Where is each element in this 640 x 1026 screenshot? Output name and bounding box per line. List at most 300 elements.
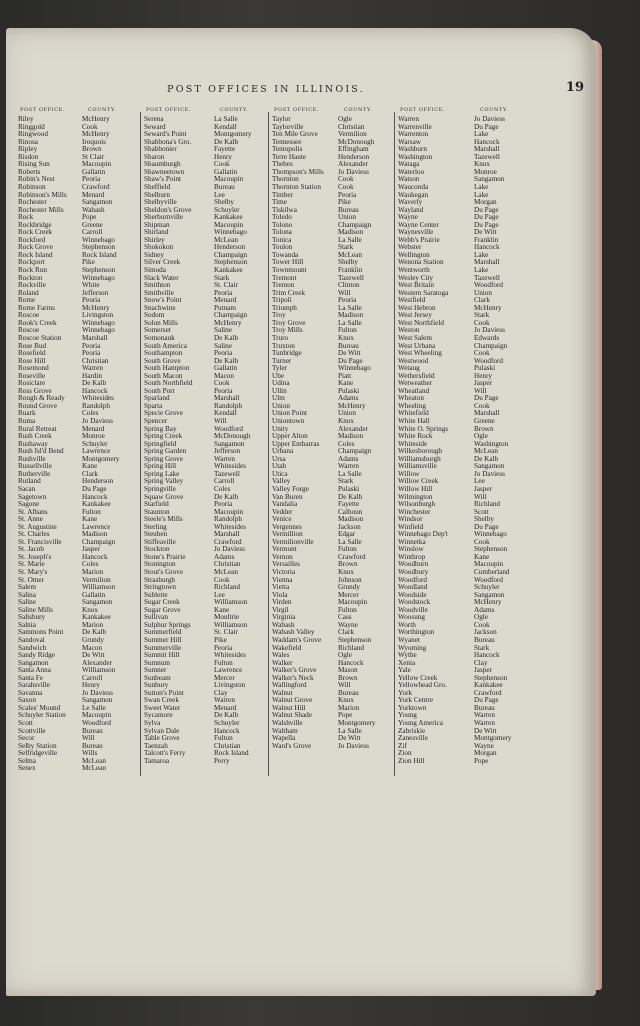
county-name: Woodford: [82, 719, 111, 727]
county-name: Christian: [338, 122, 365, 131]
county-name: Gallatin: [214, 364, 238, 373]
post-office-name: Round Grove: [18, 401, 57, 410]
county-name: Fulton: [82, 507, 101, 516]
county-name: Cook: [338, 175, 354, 184]
county-name: Wills: [82, 749, 98, 758]
county-name: Peoria: [214, 500, 233, 509]
post-office-name: Willow: [398, 469, 420, 478]
post-office-name: Rosiclare: [18, 379, 46, 388]
county-name: Henderson: [338, 152, 370, 161]
post-office-row: [272, 192, 394, 200]
county-name: Le Salle: [82, 703, 106, 712]
county-name: Pulaski: [474, 364, 496, 373]
post-office-name: Trim Creek: [272, 288, 306, 297]
county-name: Lake: [474, 250, 489, 259]
column-divider: [140, 112, 141, 776]
post-office-name: Roscoe Station: [18, 333, 62, 342]
post-office-name: West Urbana: [398, 341, 436, 350]
post-office-name: Thebes: [272, 160, 293, 169]
county-name: Carroll: [82, 228, 103, 237]
county-name: Cook: [214, 575, 230, 584]
county-name: Will: [338, 288, 351, 297]
county-name: Putnam: [214, 303, 236, 312]
county-name: Franklin: [338, 266, 363, 274]
post-office-name: West Salem: [398, 333, 432, 342]
post-office-name: Shipman: [144, 220, 170, 229]
post-office-name: Rushville: [18, 454, 46, 463]
county-name: Hancock: [214, 726, 240, 735]
post-office-name: Rush Isl'd Bend: [18, 447, 64, 456]
county-name: Warren: [82, 364, 103, 373]
post-office-name: Walnut Hill: [272, 703, 306, 712]
post-office-row: [18, 614, 140, 622]
post-office-name: Table Grove: [144, 734, 180, 743]
post-office-name: Wyanet: [398, 635, 420, 644]
county-name: Schuyler: [82, 439, 108, 448]
county-name: Montgomery: [474, 734, 512, 743]
post-office-name: Somonauk: [144, 333, 175, 342]
county-name: Clinton: [338, 281, 360, 290]
county-name: Brown: [338, 560, 358, 569]
post-office-name: Wayne: [398, 213, 418, 222]
county-name: Hancock: [474, 651, 500, 660]
county-name: Shelby: [338, 258, 358, 267]
post-office-name: Worth: [398, 620, 416, 629]
post-office-name: Rush Creek: [18, 432, 52, 441]
post-office-row: [272, 380, 394, 388]
county-name: Jefferson: [82, 288, 109, 297]
post-office-name: Tennessee: [272, 137, 302, 146]
post-office-name: Rook's Creek: [18, 318, 57, 327]
post-office-name: Vandalia: [272, 500, 298, 509]
county-name: Crawford: [338, 552, 366, 561]
office-column-header: POST OFFICE.: [274, 107, 320, 113]
post-office-name: Spring Hill: [144, 462, 177, 471]
post-office-row: [18, 765, 140, 773]
county-name: Edgar: [338, 530, 356, 539]
county-name: Wayne: [474, 741, 494, 750]
county-name: Marshall: [82, 333, 108, 342]
post-office-name: South Grove: [144, 356, 181, 365]
county-name: Pike: [82, 258, 95, 267]
county-name: La Salle: [338, 537, 362, 546]
county-name: Cook: [474, 401, 490, 410]
county-name: Richland: [214, 583, 240, 592]
county-name: Jasper: [474, 379, 492, 388]
post-office-name: Saline Mills: [18, 605, 53, 614]
county-name: Macoupin: [214, 175, 244, 184]
county-name: Peoria: [338, 296, 357, 305]
county-name: Monroe: [474, 167, 497, 176]
post-office-name: St. Mary's: [18, 568, 48, 576]
post-office-name: St. Albans: [18, 507, 48, 516]
post-office-name: Zion: [398, 749, 412, 758]
post-office-name: Wapella: [272, 734, 296, 743]
county-name: Macon: [214, 371, 234, 380]
county-name: Washington: [474, 439, 509, 448]
post-office-name: Taylorville: [272, 122, 304, 131]
post-office-name: Webster: [398, 243, 422, 252]
post-office-name: Walker's Neck: [272, 673, 314, 682]
post-office-name: Upper Embarras: [272, 439, 320, 448]
post-office-name: Roland: [18, 288, 39, 297]
county-name: Knox: [338, 417, 354, 425]
post-office-name: Rough & Ready: [18, 394, 65, 403]
post-office-name: Ulm: [272, 394, 285, 403]
county-name: Vermilion: [338, 130, 367, 139]
county-name: Alexander: [338, 424, 368, 433]
post-office-name: Walnut Grove: [272, 696, 313, 705]
post-office-name: Winchester: [398, 507, 431, 516]
post-office-name: Wenona Station: [398, 258, 444, 267]
post-office-name: St. Marie: [18, 560, 45, 569]
post-office-name: Woodside: [398, 590, 427, 599]
post-office-name: Staunton: [144, 507, 170, 516]
county-name: Kane: [338, 379, 354, 388]
county-name: Woodford: [474, 356, 503, 365]
post-office-name: Tamaroa: [144, 756, 170, 765]
county-name: Coles: [338, 439, 355, 448]
county-name: Kendall: [214, 122, 237, 131]
post-office-name: Shelburn: [144, 190, 170, 199]
county-name: Warren: [474, 711, 495, 720]
post-office-name: Starfield: [144, 500, 169, 509]
post-office-name: Salnia: [18, 620, 36, 629]
post-office-name: Yellowhead Gro.: [398, 681, 447, 690]
county-name: Jo Daviess: [474, 115, 505, 123]
page-header: [6, 80, 596, 100]
post-office-name: Walnut Shade: [272, 711, 312, 720]
post-office-name: Worthington: [398, 628, 435, 637]
county-name: Pulaski: [338, 484, 360, 493]
county-name: Winnebago: [82, 235, 115, 244]
post-office-name: Selfridgeville: [18, 749, 58, 758]
county-name: Fulton: [338, 605, 357, 614]
post-office-name: Weston: [398, 326, 420, 335]
post-office-name: Squaw Grove: [144, 492, 184, 501]
county-name: McDonough: [338, 137, 375, 146]
post-office-name: Troy: [272, 311, 286, 320]
county-name: Marshall: [474, 258, 500, 267]
county-name: McDonough: [214, 432, 251, 441]
county-name: Cook: [474, 537, 490, 546]
post-office-name: Vermont: [272, 545, 297, 554]
post-office-name: Sheldon's Grove: [144, 205, 192, 214]
county-name: Henry: [82, 681, 100, 690]
post-office-name: Sidney: [144, 250, 164, 259]
post-office-name: Vermilionville: [272, 537, 314, 546]
page-number: 19: [565, 80, 584, 95]
post-office-name: Wataga: [398, 160, 420, 169]
post-office-name: Wayne Center: [398, 220, 439, 229]
county-name: Lawrence: [82, 447, 111, 456]
post-office-name: Risdon: [18, 152, 39, 161]
post-office-name: Wetaug: [398, 364, 420, 373]
county-name: Kankakee: [82, 613, 111, 622]
county-name: Morgan: [474, 749, 497, 758]
post-office-name: Warren: [398, 115, 419, 123]
post-office-name: Union: [272, 401, 290, 410]
county-name: Adams: [338, 394, 359, 403]
column-3: [272, 107, 394, 790]
county-name: McHenry: [474, 598, 502, 607]
post-office-name: Steuben: [144, 530, 168, 539]
county-name: Lawrence: [82, 522, 111, 531]
post-office-name: Wheatland: [398, 386, 430, 395]
post-office-row: [272, 327, 394, 335]
post-office-name: Stringtown: [144, 583, 176, 592]
county-name: Stephenson: [82, 266, 116, 274]
county-name: Cumberland: [474, 568, 510, 576]
county-name: Lee: [214, 590, 225, 599]
county-name: Ogle: [338, 115, 352, 123]
post-office-name: Union Point: [272, 409, 307, 418]
post-office-name: Wheeling: [398, 401, 426, 410]
county-name: Du Page: [474, 213, 499, 222]
county-name: Marion: [338, 703, 360, 712]
post-office-name: Stiffeaville: [144, 537, 176, 546]
county-name: Richland: [474, 500, 500, 509]
post-office-name: Thornton: [272, 175, 299, 184]
post-office-name: West Hebron: [398, 303, 436, 312]
county-name: Hancock: [82, 492, 108, 501]
county-name: Brown: [82, 145, 102, 154]
post-office-name: Roscoe: [18, 311, 40, 320]
county-name: Sangamon: [474, 175, 505, 184]
column-2: [144, 107, 266, 790]
county-name: Peoria: [82, 341, 101, 350]
county-name: Randolph: [214, 401, 242, 410]
post-office-name: Woodburn: [398, 560, 429, 569]
post-office-name: Saline: [18, 598, 36, 607]
county-name: Carroll: [214, 477, 235, 486]
column-divider: [394, 112, 395, 776]
post-office-name: Timber: [272, 190, 293, 199]
post-office-name: Zif: [398, 741, 407, 750]
county-name: Kane: [474, 552, 490, 561]
post-office-name: Ruma: [18, 417, 36, 425]
column-4: [398, 107, 576, 790]
county-name: Mason: [338, 666, 358, 675]
post-office-name: Waukegan: [398, 190, 429, 199]
post-office-name: Winfield: [398, 522, 424, 531]
post-office-name: Xenia: [398, 658, 416, 667]
post-office-name: Troy Grove: [272, 318, 306, 327]
post-office-name: Roberts: [18, 167, 41, 176]
county-name: Lake: [474, 190, 489, 199]
post-office-name: West Northfield: [398, 318, 444, 327]
county-name: De Witt: [474, 726, 497, 735]
post-office-name: Troy Mills: [272, 326, 303, 335]
post-office-row: [272, 448, 394, 456]
post-office-name: Tyler: [272, 364, 288, 373]
column-1: [18, 107, 140, 790]
county-name: Winnebago: [82, 318, 115, 327]
post-office-name: Thornton Station: [272, 182, 321, 191]
post-office-name: Tolona: [272, 228, 292, 237]
post-office-name: Young: [398, 711, 417, 720]
county-name: Jackson: [474, 628, 497, 637]
post-office-name: Thompson's Mills: [272, 167, 324, 176]
county-name: Marshall: [214, 394, 240, 403]
post-office-name: Williamsburgh: [398, 454, 441, 463]
post-office-name: Shokokon: [144, 243, 174, 252]
county-name: Menard: [214, 296, 237, 305]
post-office-name: Santa Fe: [18, 673, 43, 682]
county-name: Winnebago: [214, 228, 247, 237]
post-office-name: Truro: [272, 333, 289, 342]
county-name: Whitesides: [82, 394, 114, 403]
post-office-name: Zabriskie: [398, 726, 426, 735]
county-name: La Salle: [338, 318, 362, 327]
county-name: Bureau: [214, 182, 235, 191]
county-name: Bureau: [82, 726, 103, 735]
county-name: Stark: [338, 477, 354, 486]
county-name: Hancock: [82, 386, 108, 395]
post-office-name: Roscoe: [18, 326, 40, 335]
post-office-name: Waddam's Grove: [272, 635, 322, 644]
county-name: La Salle: [214, 115, 238, 123]
post-office-name: Stone's Prairie: [144, 552, 186, 561]
county-name: Champaign: [338, 447, 372, 456]
post-office-row: [272, 456, 394, 464]
county-name: Madison: [338, 228, 364, 237]
post-office-name: Sacan: [18, 484, 36, 493]
county-name: Warren: [214, 696, 235, 705]
county-name: Jo Daviess: [474, 469, 505, 478]
post-office-name: Warrenville: [398, 122, 432, 131]
post-office-name: Rock Island: [18, 250, 53, 259]
post-office-name: Valley: [272, 477, 291, 486]
county-name: Warren: [474, 719, 495, 727]
county-column-header: COUNTY.: [344, 107, 373, 113]
county-name: Macoupin: [82, 711, 112, 720]
post-office-name: Sterling: [144, 522, 167, 531]
post-office-name: Spring Valley: [144, 477, 184, 486]
post-office-row: [272, 645, 394, 653]
post-office-name: Rome Farms: [18, 303, 55, 312]
county-name: Champaign: [338, 220, 372, 229]
county-name: Williamson: [214, 620, 248, 629]
post-office-name: South Port: [144, 386, 175, 395]
post-office-name: Sumnum: [144, 658, 170, 667]
post-office-name: York Centre: [398, 696, 434, 705]
county-name: Du Page: [474, 205, 499, 214]
post-office-name: Springville: [144, 484, 176, 493]
post-office-name: Toledo: [272, 213, 292, 222]
post-office-name: Whiteside: [398, 439, 428, 448]
post-office-name: Swan Creek: [144, 696, 179, 705]
county-name: Tazewell: [474, 152, 500, 161]
post-office-name: Upper Alton: [272, 432, 308, 441]
county-name: Jasper: [474, 484, 492, 493]
post-office-row: [18, 690, 140, 698]
county-name: Coles: [82, 409, 99, 418]
post-office-name: Shirley: [144, 235, 165, 244]
post-office-name: Wesley City: [398, 273, 434, 282]
county-name: Iroquois: [82, 137, 106, 146]
county-name: Livingston: [214, 681, 246, 690]
county-name: Cook: [474, 318, 490, 327]
county-name: Lake: [474, 266, 489, 274]
post-office-name: Rockford: [18, 235, 46, 244]
post-office-name: Stonington: [144, 560, 176, 569]
post-office-name: Stout's Grove: [144, 568, 184, 576]
post-office-name: Williamsville: [398, 462, 437, 471]
post-office-name: Turner: [272, 356, 292, 365]
county-name: Montgomery: [338, 719, 376, 727]
county-name: Kane: [82, 462, 98, 471]
post-office-name: St. Jacob: [18, 545, 44, 554]
post-office-name: Selma: [18, 756, 36, 765]
post-office-name: Ruark: [18, 409, 36, 418]
county-name: Mercer: [338, 590, 359, 599]
post-office-name: Rutland: [18, 477, 41, 486]
county-name: De Kalb: [82, 379, 107, 388]
county-name: Pope: [474, 756, 489, 765]
post-office-row: [398, 758, 576, 766]
post-office-name: Summit Hill: [144, 651, 180, 660]
county-name: St Clair: [82, 152, 105, 161]
county-name: Union: [338, 213, 356, 222]
post-office-name: Snachwine: [144, 303, 176, 312]
county-name: Calhoun: [338, 507, 363, 516]
post-office-name: Sunbeam: [144, 673, 171, 682]
county-name: Vermilion: [82, 575, 111, 584]
county-name: Du Page: [474, 220, 499, 229]
county-name: Scott: [474, 507, 489, 516]
post-office-name: Westfield: [398, 296, 426, 305]
county-name: Stephenson: [474, 545, 508, 554]
post-office-name: Rushaway: [18, 439, 48, 448]
county-name: Kankakee: [474, 681, 503, 690]
county-name: Lake: [474, 130, 489, 139]
post-office-name: York: [398, 688, 413, 697]
county-name: Fulton: [338, 545, 357, 554]
post-office-row: [18, 290, 140, 298]
county-name: Richland: [338, 643, 364, 652]
post-office-name: Sweet Water: [144, 703, 181, 712]
post-office-name: Unity: [272, 424, 289, 433]
county-name: Montgomery: [214, 130, 252, 139]
county-name: Jackson: [338, 522, 361, 531]
post-office-name: Sumner: [144, 666, 167, 675]
county-name: McLean: [214, 568, 238, 576]
county-name: Hancock: [82, 552, 108, 561]
county-name: Whitesides: [214, 522, 246, 531]
post-office-name: Vermillion: [272, 530, 303, 539]
post-office-name: Springfield: [144, 439, 177, 448]
post-office-name: Waverly: [398, 198, 423, 207]
county-name: Montgomery: [82, 454, 120, 463]
county-name: Sangamon: [82, 198, 113, 207]
county-name: Grundy: [338, 583, 360, 592]
post-office-row: [272, 373, 394, 381]
county-name: Menard: [214, 703, 237, 712]
county-name: Knox: [338, 696, 354, 705]
county-name: De Witt: [338, 349, 361, 358]
post-office-name: Shaumburgh: [144, 160, 181, 169]
post-office-name: Vernon: [272, 552, 293, 561]
post-office-name: Summerville: [144, 643, 182, 652]
county-name: De Witt: [474, 228, 497, 237]
county-name: Woodford: [474, 575, 503, 584]
post-office-name: St. Omer: [18, 575, 44, 584]
county-name: Pope: [82, 213, 97, 222]
county-name: Shelby: [474, 515, 494, 524]
county-name: Du Page: [474, 696, 499, 705]
county-name: Crawford: [214, 537, 242, 546]
